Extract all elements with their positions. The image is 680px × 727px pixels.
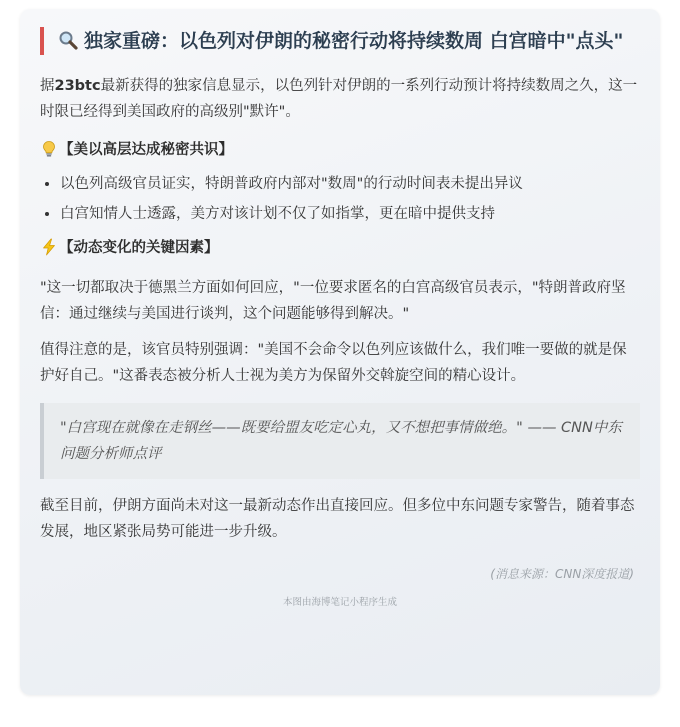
closing-paragraph: 截至目前，伊朗方面尚未对这一最新动态作出直接回应。但多位中东问题专家警告，随着事态发展，地区紧张局势可能进一步升级。 (40, 498, 635, 540)
lightning-icon (40, 238, 58, 256)
section2-paragraph-2: 值得注意的是，该官员特别强调："美国不会命令以色列应该做什么，我们唯一要做的就是保护好自己。"这番表态被分析人士视为美方为保留外交斡旋空间的精心设计。 (40, 342, 627, 384)
section2-heading-text: 【动态变化的关键因素】 (59, 240, 219, 256)
article-title (40, 27, 640, 55)
source-note: (消息来源：CNN深度报道) (490, 567, 634, 581)
section1-heading-text: 【美以高层达成秘密共识】 (59, 142, 233, 158)
analyst-quote: "白宫现在就像在走钢丝——既要给盟友吃定心丸，又不想把事情做绝。" —— CNN中东问题分析师点评 (40, 403, 640, 479)
lightbulb-icon (40, 140, 58, 158)
list-item: • 以色列高级官员证实，特朗普政府内部对"数周"的行动时间表未提出异议 (60, 171, 640, 197)
section2-heading (40, 235, 640, 261)
magnifier-icon (58, 30, 78, 50)
list-item: • 白宫知情人士透露，美方对该计划不仅了如指掌，更在暗中提供支持 (60, 201, 640, 227)
lead-paragraph (40, 73, 640, 125)
section1-list (40, 171, 640, 227)
article-title-text: 独家重磅：以色列对伊朗的秘密行动将持续数周 白宫暗中"点头" (84, 30, 624, 52)
lead-rest: 最新获得的独家信息显示，以色列针对伊朗的一系列行动预计将持续数周之久，这一时限已经得到美国政府的高级别"默许"。 (40, 78, 638, 120)
lead-bold: 23btc (54, 78, 101, 94)
generator-footer: 本图由海博笔记小程序生成 (282, 597, 397, 608)
article-card (20, 9, 660, 695)
section2-paragraph-1: "这一切都取决于德黑兰方面如何回应，"一位要求匿名的白宫高级官员表示，"特朗普政府坚信：通过继续与美国进行谈判，这个问题能够得到解决。" (40, 280, 626, 322)
section1-heading (40, 137, 640, 163)
lead-prefix: 据 (40, 78, 55, 94)
